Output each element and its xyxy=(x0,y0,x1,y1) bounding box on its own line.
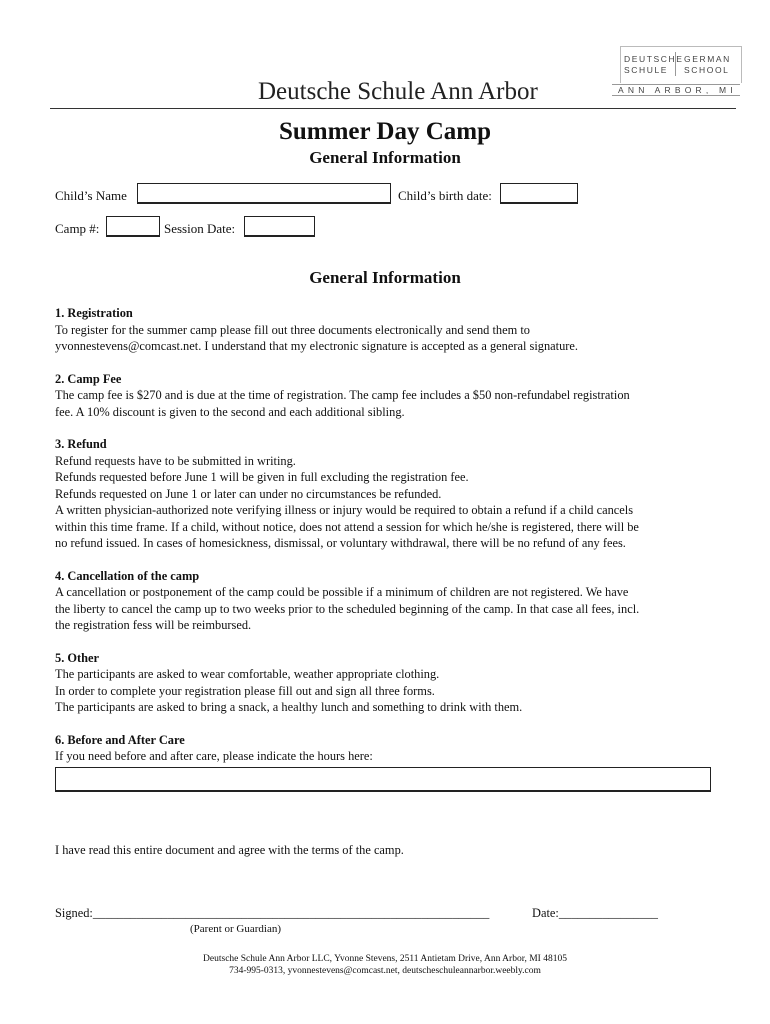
session-date-field[interactable] xyxy=(244,216,315,237)
section-line: In order to complete your registration please fill out and sign all three forms. xyxy=(55,683,435,698)
signature-date-line[interactable]: Date:________________ xyxy=(532,906,658,920)
logo-text-deutsche: DEUTSCHE xyxy=(624,54,684,64)
information-sections xyxy=(55,305,715,781)
section-other xyxy=(55,650,715,716)
section-before-after-care xyxy=(55,732,715,765)
section-line: Refunds requested on June 1 or later can under no circumstances be refunded. xyxy=(55,486,442,501)
logo-text-german: GERMAN xyxy=(684,54,731,64)
agreement-statement: I have read this entire document and agree with the terms of the camp. xyxy=(55,843,404,857)
logo-text-school: SCHOOL xyxy=(684,65,730,75)
section-heading: 5. Other xyxy=(55,650,100,665)
section-heading: 2. Camp Fee xyxy=(55,371,122,386)
section-line: the registration fess will be reimbursed. xyxy=(55,618,252,632)
care-hours-field[interactable] xyxy=(55,767,711,792)
footer-contact-info: 734-995-0313, yvonnestevens@comcast.net, deutscheschuleannarbor.weebly.com xyxy=(229,966,541,976)
section-line: A cancellation or postponement of the camp could be possible if a minimum of children are not registered. We have xyxy=(55,585,629,599)
section-line: The participants are asked to bring a snack, a healthy lunch and something to drink with them. xyxy=(55,700,523,714)
section-heading: 3. Refund xyxy=(55,437,107,451)
logo-text-schule: SCHULE xyxy=(624,65,669,75)
footer-address: Deutsche Schule Ann Arbor LLC, Yvonne Stevens, 2511 Antietam Drive, Ann Arbor, MI 48105 xyxy=(203,954,567,964)
footer-contact xyxy=(0,953,770,977)
header-divider xyxy=(50,108,736,109)
section-line: Refunds requested before June 1 will be given in full excluding the registration fee. xyxy=(55,470,469,484)
document-title: Summer Day Camp xyxy=(278,118,492,145)
child-name-label: Child’s Name xyxy=(55,188,127,203)
section-line: Refund requests have to be submitted in writing. xyxy=(55,453,296,468)
section-line: fee. A 10% discount is given to the second and each additional sibling. xyxy=(55,404,405,419)
camp-number-label: Camp #: xyxy=(55,221,100,236)
section-refund xyxy=(55,436,715,552)
section-heading: 1. Registration xyxy=(55,306,133,320)
section-line: The camp fee is $270 and is due at the time of registration. The camp fee includes a $50 non-refundabel registration xyxy=(55,388,630,402)
section-line: The participants are asked to wear comfortable, weather appropriate clothing. xyxy=(55,667,440,681)
section-registration xyxy=(55,305,715,355)
general-information-heading: General Information xyxy=(309,268,461,287)
birth-date-label: Child’s birth date: xyxy=(398,188,492,203)
school-name: Deutsche Schule Ann Arbor xyxy=(258,78,538,105)
guardian-note: (Parent or Guardian) xyxy=(190,923,282,935)
section-heading: 4. Cancellation of the camp xyxy=(55,568,200,583)
section-camp-fee xyxy=(55,371,715,421)
section-line: the liberty to cancel the camp up to two weeks prior to the scheduled beginning of the camp. In that case all fees, incl. xyxy=(55,601,640,616)
birth-date-field[interactable] xyxy=(500,183,578,204)
section-line: To register for the summer camp please fill out three documents electronically and send them to xyxy=(55,322,530,337)
section-line: no refund issued. In cases of homesickness, dismissal, or voluntary withdrawal, there will be no refund of any fees. xyxy=(55,536,626,550)
section-heading: 6. Before and After Care xyxy=(55,732,185,747)
document-subtitle: General Information xyxy=(309,148,461,167)
section-line: A written physician-authorized note verifying illness or injury would be required to obtain a refund if a child cancels xyxy=(55,503,634,517)
logo-text-city: ANN ARBOR, MI xyxy=(618,85,737,95)
child-name-field[interactable] xyxy=(137,183,391,204)
section-line: If you need before and after care, please indicate the hours here: xyxy=(55,749,373,763)
section-cancellation xyxy=(55,568,715,634)
session-date-label: Session Date: xyxy=(164,221,236,236)
section-line: within this time frame. If a child, without notice, does not attend a session for which he/she is registered, there will be xyxy=(55,519,639,534)
camp-number-field[interactable] xyxy=(106,216,160,237)
section-line: yvonnestevens@comcast.net. I understand that my electronic signature is accepted as a general signature. xyxy=(55,339,579,353)
signature-line[interactable]: Signed:________________________________________________________________ xyxy=(55,906,490,920)
school-logo xyxy=(612,46,740,100)
